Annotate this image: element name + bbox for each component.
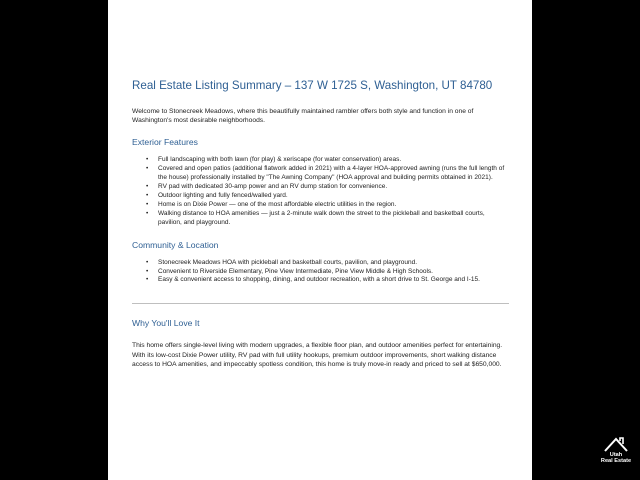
intro-paragraph: Welcome to Stonecreek Meadows, where this beautifully maintained rambler offers both style and function in one of Washington's most desirable neighborhoods. bbox=[132, 108, 474, 125]
list-item: • Full landscaping with both lawn (for play) & xeriscape (for water conservation) areas. bbox=[158, 156, 509, 165]
list-item: • Convenient to Riverside Elementary, Pine View Intermediate, Pine View Middle & High Schools. bbox=[158, 268, 509, 277]
community-location-heading: Community & Location bbox=[132, 239, 219, 250]
section-divider bbox=[132, 303, 509, 304]
list-item: • Easy & convenient access to shopping, dining, and outdoor recreation, with a short drive to St. George and I-15. bbox=[158, 276, 509, 285]
list-item: • Home is on Dixie Power — one of the most affordable electric utilities in the region. bbox=[158, 201, 509, 210]
list-item: • RV pad with dedicated 30-amp power and an RV dump station for convenience. bbox=[158, 183, 509, 192]
exterior-features-list bbox=[132, 156, 509, 227]
house-outline-icon bbox=[603, 436, 629, 452]
list-item: • Outdoor lighting and fully fenced/walled yard. bbox=[158, 192, 509, 201]
exterior-features-heading: Exterior Features bbox=[132, 137, 198, 148]
list-item: • Covered and open patios (additional flatwork added in 2021) with a 4-layer HOA-approved awning (runs the full length of the house) professionally installed by "The Awning Company" (HOA approval and building permits obtained in 2021). bbox=[158, 165, 509, 183]
logo-line-2: Real Estate bbox=[600, 458, 632, 465]
why-love-it-heading: Why You'll Love It bbox=[132, 318, 200, 329]
list-item: • Walking distance to HOA amenities — just a 2-minute walk down the street to the pickleball and basketball courts, pavilion, and playground. bbox=[158, 210, 509, 228]
logo-line-1: Utah bbox=[609, 452, 623, 458]
list-item: • Stonecreek Meadows HOA with pickleball and basketball courts, pavilion, and playground. bbox=[158, 259, 509, 268]
utah-real-estate-logo bbox=[598, 436, 634, 470]
document-page bbox=[108, 0, 532, 480]
document-title: Real Estate Listing Summary – 137 W 1725 S, Washington, UT 84780 bbox=[132, 79, 493, 92]
why-love-it-paragraph: This home offers single-level living with modern upgrades, a flexible floor plan, and outdoor amenities perfect for entertaining. With its low-cost Dixie Power utility, RV pad with full utility hookups, premium outdoor improvements, short walking distance access to HOA amenities, and impeccably spotless condition, this home is truly move-in ready and priced to sell at $650,000. bbox=[132, 342, 503, 368]
community-location-list bbox=[132, 259, 509, 286]
